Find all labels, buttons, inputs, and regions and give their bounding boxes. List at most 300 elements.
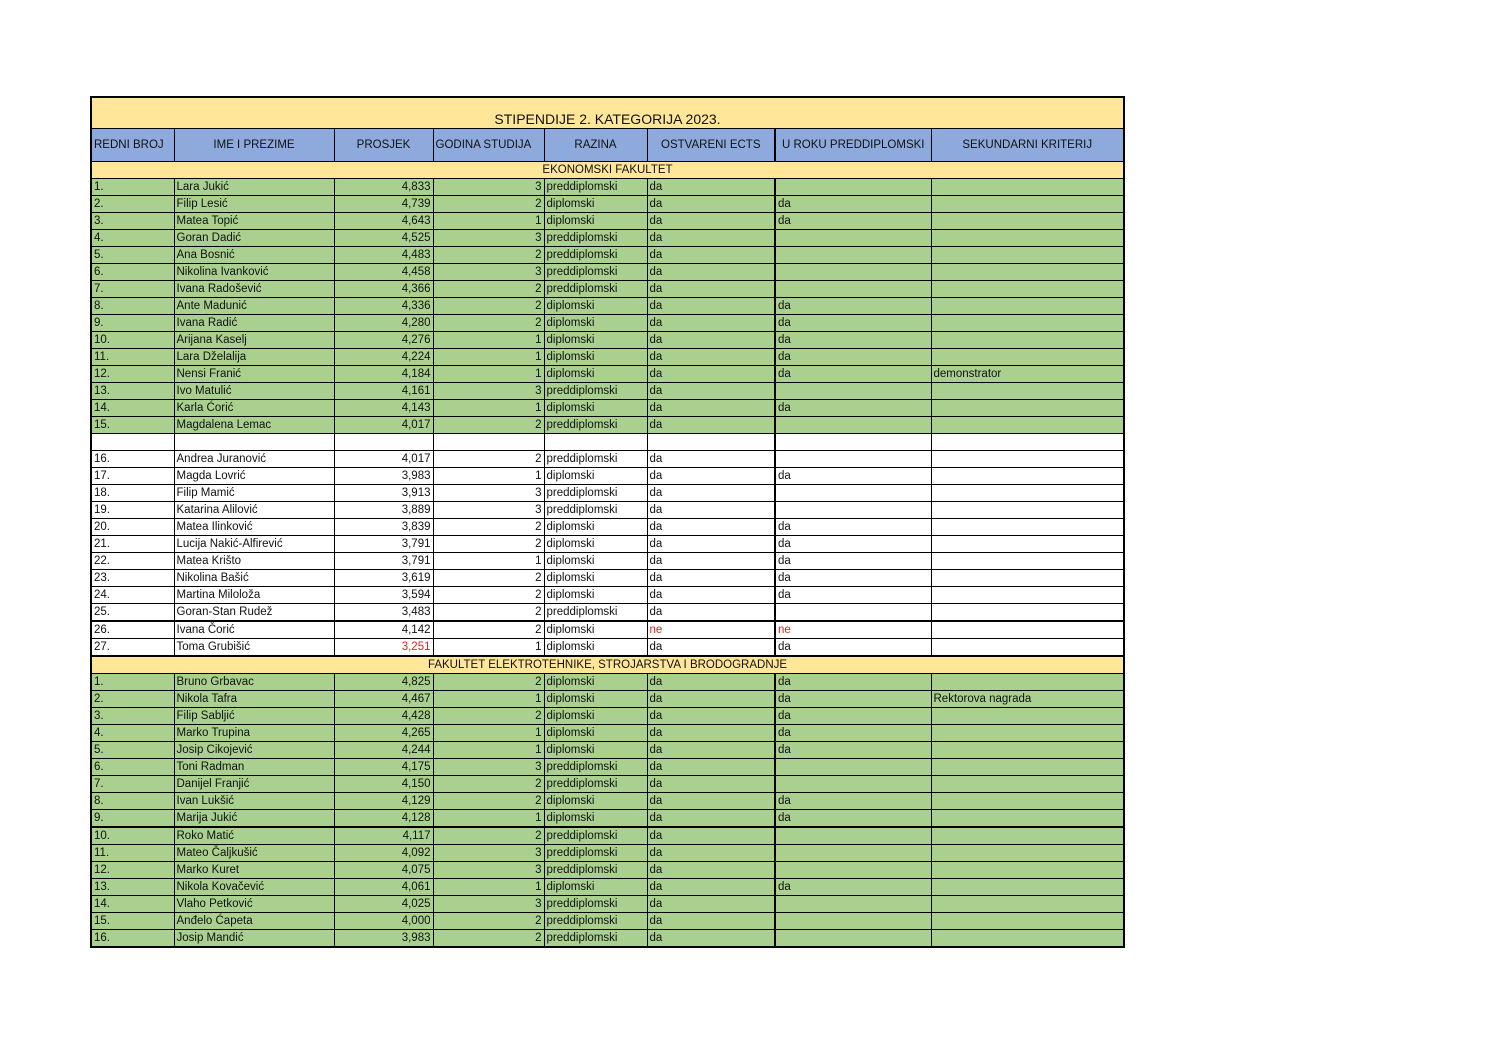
cell-razina[interactable]: diplomski bbox=[544, 587, 647, 604]
cell-prosjek[interactable]: 4,092 bbox=[334, 845, 433, 862]
empty-cell[interactable] bbox=[647, 434, 775, 451]
cell-ects[interactable]: da bbox=[647, 179, 775, 196]
cell-ects[interactable]: da bbox=[647, 366, 775, 383]
cell-redni-broj[interactable]: 7. bbox=[91, 281, 174, 298]
cell-sekundarni[interactable] bbox=[931, 879, 1124, 896]
cell-prosjek[interactable]: 4,336 bbox=[334, 298, 433, 315]
cell-redni-broj[interactable]: 24. bbox=[91, 587, 174, 604]
cell-godina[interactable]: 3 bbox=[433, 383, 544, 400]
cell-redni-broj[interactable]: 14. bbox=[91, 400, 174, 417]
col-header-ects[interactable]: OSTVARENI ECTS bbox=[647, 129, 775, 162]
cell-razina[interactable]: diplomski bbox=[544, 691, 647, 708]
cell-u-roku[interactable] bbox=[775, 281, 931, 298]
cell-redni-broj[interactable]: 6. bbox=[91, 759, 174, 776]
cell-prosjek[interactable]: 3,483 bbox=[334, 604, 433, 622]
cell-name[interactable]: Toni Radman bbox=[174, 759, 334, 776]
cell-u-roku[interactable] bbox=[775, 930, 931, 948]
cell-ects[interactable]: da bbox=[647, 674, 775, 691]
cell-u-roku[interactable] bbox=[775, 417, 931, 434]
cell-name[interactable]: Goran-Stan Rudež bbox=[174, 604, 334, 622]
cell-razina[interactable]: diplomski bbox=[544, 725, 647, 742]
cell-razina[interactable]: preddiplomski bbox=[544, 930, 647, 948]
cell-redni-broj[interactable]: 13. bbox=[91, 383, 174, 400]
cell-name[interactable]: Danijel Franjić bbox=[174, 776, 334, 793]
cell-sekundarni[interactable] bbox=[931, 332, 1124, 349]
cell-name[interactable]: Josip Mandić bbox=[174, 930, 334, 948]
cell-name[interactable]: Anđelo Ćapeta bbox=[174, 913, 334, 930]
cell-name[interactable]: Matea Krišto bbox=[174, 553, 334, 570]
cell-prosjek[interactable]: 4,244 bbox=[334, 742, 433, 759]
cell-ects[interactable]: da bbox=[647, 896, 775, 913]
cell-prosjek[interactable]: 4,143 bbox=[334, 400, 433, 417]
cell-u-roku[interactable]: ne bbox=[775, 621, 931, 639]
cell-razina[interactable]: diplomski bbox=[544, 468, 647, 485]
cell-sekundarni[interactable]: demonstrator bbox=[931, 366, 1124, 383]
cell-u-roku[interactable]: da bbox=[775, 468, 931, 485]
cell-razina[interactable]: preddiplomski bbox=[544, 179, 647, 196]
cell-prosjek[interactable]: 4,224 bbox=[334, 349, 433, 366]
cell-name[interactable]: Magdalena Lemac bbox=[174, 417, 334, 434]
cell-ects[interactable]: da bbox=[647, 862, 775, 879]
cell-name[interactable]: Ivana Čorić bbox=[174, 621, 334, 639]
cell-name[interactable]: Ivana Radić bbox=[174, 315, 334, 332]
cell-sekundarni[interactable] bbox=[931, 417, 1124, 434]
cell-ects[interactable]: da bbox=[647, 776, 775, 793]
cell-godina[interactable]: 1 bbox=[433, 468, 544, 485]
cell-u-roku[interactable]: da bbox=[775, 725, 931, 742]
cell-ects[interactable]: da bbox=[647, 349, 775, 366]
cell-ects[interactable]: da bbox=[647, 845, 775, 862]
cell-godina[interactable]: 1 bbox=[433, 332, 544, 349]
cell-godina[interactable]: 3 bbox=[433, 896, 544, 913]
cell-godina[interactable]: 2 bbox=[433, 298, 544, 315]
cell-u-roku[interactable]: da bbox=[775, 213, 931, 230]
cell-godina[interactable]: 1 bbox=[433, 213, 544, 230]
cell-ects[interactable]: da bbox=[647, 213, 775, 230]
cell-ects[interactable]: da bbox=[647, 315, 775, 332]
cell-ects[interactable]: da bbox=[647, 451, 775, 468]
cell-u-roku[interactable]: da bbox=[775, 674, 931, 691]
cell-u-roku[interactable] bbox=[775, 776, 931, 793]
cell-sekundarni[interactable] bbox=[931, 264, 1124, 281]
cell-name[interactable]: Ivan Lukšić bbox=[174, 793, 334, 810]
cell-ects[interactable]: da bbox=[647, 913, 775, 930]
cell-razina[interactable]: preddiplomski bbox=[544, 383, 647, 400]
cell-ects[interactable]: da bbox=[647, 725, 775, 742]
cell-redni-broj[interactable]: 18. bbox=[91, 485, 174, 502]
cell-razina[interactable]: preddiplomski bbox=[544, 230, 647, 247]
cell-prosjek[interactable]: 4,483 bbox=[334, 247, 433, 264]
cell-sekundarni[interactable] bbox=[931, 485, 1124, 502]
empty-cell[interactable] bbox=[433, 434, 544, 451]
cell-ects[interactable]: da bbox=[647, 264, 775, 281]
cell-u-roku[interactable] bbox=[775, 827, 931, 845]
cell-razina[interactable]: preddiplomski bbox=[544, 845, 647, 862]
cell-ects[interactable]: da bbox=[647, 383, 775, 400]
cell-prosjek[interactable]: 3,791 bbox=[334, 536, 433, 553]
cell-razina[interactable]: diplomski bbox=[544, 332, 647, 349]
cell-razina[interactable]: diplomski bbox=[544, 315, 647, 332]
cell-prosjek[interactable]: 3,983 bbox=[334, 468, 433, 485]
cell-redni-broj[interactable]: 22. bbox=[91, 553, 174, 570]
cell-razina[interactable]: diplomski bbox=[544, 213, 647, 230]
cell-sekundarni[interactable] bbox=[931, 519, 1124, 536]
cell-name[interactable]: Filip Mamić bbox=[174, 485, 334, 502]
cell-godina[interactable]: 1 bbox=[433, 725, 544, 742]
cell-prosjek[interactable]: 4,366 bbox=[334, 281, 433, 298]
cell-u-roku[interactable]: da bbox=[775, 691, 931, 708]
cell-godina[interactable]: 1 bbox=[433, 366, 544, 383]
cell-razina[interactable]: diplomski bbox=[544, 536, 647, 553]
cell-ects[interactable]: ne bbox=[647, 621, 775, 639]
cell-redni-broj[interactable]: 15. bbox=[91, 417, 174, 434]
cell-sekundarni[interactable] bbox=[931, 349, 1124, 366]
cell-name[interactable]: Andrea Juranović bbox=[174, 451, 334, 468]
cell-razina[interactable]: preddiplomski bbox=[544, 896, 647, 913]
cell-godina[interactable]: 2 bbox=[433, 621, 544, 639]
cell-prosjek[interactable]: 3,889 bbox=[334, 502, 433, 519]
cell-godina[interactable]: 1 bbox=[433, 639, 544, 657]
cell-ects[interactable]: da bbox=[647, 468, 775, 485]
cell-prosjek[interactable]: 4,017 bbox=[334, 417, 433, 434]
cell-prosjek[interactable]: 4,825 bbox=[334, 674, 433, 691]
cell-prosjek[interactable]: 4,739 bbox=[334, 196, 433, 213]
cell-razina[interactable]: diplomski bbox=[544, 400, 647, 417]
cell-ects[interactable]: da bbox=[647, 708, 775, 725]
col-header-razina[interactable]: RAZINA bbox=[544, 129, 647, 162]
cell-prosjek[interactable]: 3,791 bbox=[334, 553, 433, 570]
cell-razina[interactable]: preddiplomski bbox=[544, 247, 647, 264]
cell-razina[interactable]: preddiplomski bbox=[544, 759, 647, 776]
cell-sekundarni[interactable] bbox=[931, 587, 1124, 604]
cell-ects[interactable]: da bbox=[647, 230, 775, 247]
empty-cell[interactable] bbox=[544, 434, 647, 451]
cell-redni-broj[interactable]: 16. bbox=[91, 930, 174, 948]
cell-u-roku[interactable]: da bbox=[775, 315, 931, 332]
cell-prosjek[interactable]: 4,150 bbox=[334, 776, 433, 793]
cell-sekundarni[interactable] bbox=[931, 315, 1124, 332]
cell-sekundarni[interactable] bbox=[931, 845, 1124, 862]
cell-razina[interactable]: diplomski bbox=[544, 879, 647, 896]
cell-redni-broj[interactable]: 27. bbox=[91, 639, 174, 657]
cell-sekundarni[interactable] bbox=[931, 502, 1124, 519]
cell-u-roku[interactable] bbox=[775, 230, 931, 247]
cell-redni-broj[interactable]: 9. bbox=[91, 810, 174, 828]
cell-sekundarni[interactable] bbox=[931, 896, 1124, 913]
cell-prosjek[interactable]: 4,025 bbox=[334, 896, 433, 913]
cell-name[interactable]: Karla Ćorić bbox=[174, 400, 334, 417]
cell-prosjek[interactable]: 4,075 bbox=[334, 862, 433, 879]
cell-godina[interactable]: 2 bbox=[433, 281, 544, 298]
cell-ects[interactable]: da bbox=[647, 417, 775, 434]
cell-godina[interactable]: 3 bbox=[433, 862, 544, 879]
cell-ects[interactable]: da bbox=[647, 400, 775, 417]
cell-redni-broj[interactable]: 4. bbox=[91, 725, 174, 742]
cell-name[interactable]: Lucija Nakić-Alfirević bbox=[174, 536, 334, 553]
cell-razina[interactable]: preddiplomski bbox=[544, 604, 647, 622]
cell-redni-broj[interactable]: 19. bbox=[91, 502, 174, 519]
cell-godina[interactable]: 2 bbox=[433, 196, 544, 213]
cell-godina[interactable]: 2 bbox=[433, 604, 544, 622]
cell-sekundarni[interactable] bbox=[931, 674, 1124, 691]
cell-u-roku[interactable]: da bbox=[775, 708, 931, 725]
cell-redni-broj[interactable]: 11. bbox=[91, 349, 174, 366]
cell-prosjek[interactable]: 3,594 bbox=[334, 587, 433, 604]
cell-razina[interactable]: diplomski bbox=[544, 366, 647, 383]
cell-razina[interactable]: diplomski bbox=[544, 519, 647, 536]
cell-name[interactable]: Ivana Radošević bbox=[174, 281, 334, 298]
empty-cell[interactable] bbox=[775, 434, 931, 451]
cell-razina[interactable]: diplomski bbox=[544, 349, 647, 366]
col-header-redni-broj[interactable]: REDNI BROJ bbox=[91, 129, 174, 162]
cell-u-roku[interactable]: da bbox=[775, 536, 931, 553]
cell-prosjek[interactable]: 4,142 bbox=[334, 621, 433, 639]
col-header-prosjek[interactable]: PROSJEK bbox=[334, 129, 433, 162]
cell-prosjek[interactable]: 3,913 bbox=[334, 485, 433, 502]
cell-redni-broj[interactable]: 10. bbox=[91, 827, 174, 845]
cell-sekundarni[interactable] bbox=[931, 776, 1124, 793]
cell-name[interactable]: Marko Kuret bbox=[174, 862, 334, 879]
cell-razina[interactable]: diplomski bbox=[544, 793, 647, 810]
cell-redni-broj[interactable]: 7. bbox=[91, 776, 174, 793]
cell-u-roku[interactable] bbox=[775, 485, 931, 502]
cell-razina[interactable]: preddiplomski bbox=[544, 451, 647, 468]
cell-sekundarni[interactable] bbox=[931, 247, 1124, 264]
cell-prosjek[interactable]: 4,525 bbox=[334, 230, 433, 247]
cell-sekundarni[interactable] bbox=[931, 793, 1124, 810]
cell-u-roku[interactable] bbox=[775, 862, 931, 879]
cell-ects[interactable]: da bbox=[647, 793, 775, 810]
cell-razina[interactable]: preddiplomski bbox=[544, 264, 647, 281]
cell-godina[interactable]: 2 bbox=[433, 247, 544, 264]
cell-godina[interactable]: 2 bbox=[433, 793, 544, 810]
cell-sekundarni[interactable] bbox=[931, 759, 1124, 776]
cell-name[interactable]: Marija Jukić bbox=[174, 810, 334, 828]
cell-razina[interactable]: diplomski bbox=[544, 639, 647, 657]
cell-redni-broj[interactable]: 4. bbox=[91, 230, 174, 247]
cell-razina[interactable]: diplomski bbox=[544, 742, 647, 759]
cell-name[interactable]: Martina Miloloža bbox=[174, 587, 334, 604]
cell-sekundarni[interactable] bbox=[931, 468, 1124, 485]
cell-redni-broj[interactable]: 13. bbox=[91, 879, 174, 896]
cell-sekundarni[interactable] bbox=[931, 179, 1124, 196]
cell-ects[interactable]: da bbox=[647, 519, 775, 536]
cell-redni-broj[interactable]: 11. bbox=[91, 845, 174, 862]
cell-redni-broj[interactable]: 23. bbox=[91, 570, 174, 587]
cell-godina[interactable]: 2 bbox=[433, 315, 544, 332]
cell-ects[interactable]: da bbox=[647, 639, 775, 657]
cell-prosjek[interactable]: 3,983 bbox=[334, 930, 433, 948]
cell-ects[interactable]: da bbox=[647, 827, 775, 845]
cell-prosjek[interactable]: 4,643 bbox=[334, 213, 433, 230]
cell-prosjek[interactable]: 4,175 bbox=[334, 759, 433, 776]
col-header-sekundarni[interactable]: SEKUNDARNI KRITERIJ bbox=[931, 129, 1124, 162]
cell-razina[interactable]: diplomski bbox=[544, 621, 647, 639]
cell-name[interactable]: Matea Ilinković bbox=[174, 519, 334, 536]
cell-redni-broj[interactable]: 5. bbox=[91, 742, 174, 759]
cell-u-roku[interactable] bbox=[775, 264, 931, 281]
cell-u-roku[interactable]: da bbox=[775, 639, 931, 657]
cell-sekundarni[interactable] bbox=[931, 913, 1124, 930]
cell-godina[interactable]: 1 bbox=[433, 691, 544, 708]
cell-u-roku[interactable] bbox=[775, 896, 931, 913]
cell-name[interactable]: Toma Grubišić bbox=[174, 639, 334, 657]
cell-name[interactable]: Mateo Čaljkušić bbox=[174, 845, 334, 862]
cell-sekundarni[interactable] bbox=[931, 230, 1124, 247]
cell-sekundarni[interactable] bbox=[931, 862, 1124, 879]
cell-ects[interactable]: da bbox=[647, 691, 775, 708]
cell-name[interactable]: Nikola Kovačević bbox=[174, 879, 334, 896]
cell-redni-broj[interactable]: 6. bbox=[91, 264, 174, 281]
cell-prosjek[interactable]: 3,619 bbox=[334, 570, 433, 587]
cell-ects[interactable]: da bbox=[647, 604, 775, 622]
cell-ects[interactable]: da bbox=[647, 536, 775, 553]
cell-prosjek[interactable]: 4,017 bbox=[334, 451, 433, 468]
cell-godina[interactable]: 2 bbox=[433, 587, 544, 604]
cell-prosjek[interactable]: 4,276 bbox=[334, 332, 433, 349]
cell-godina[interactable]: 2 bbox=[433, 570, 544, 587]
cell-godina[interactable]: 2 bbox=[433, 536, 544, 553]
cell-ects[interactable]: da bbox=[647, 810, 775, 828]
cell-u-roku[interactable] bbox=[775, 913, 931, 930]
cell-u-roku[interactable]: da bbox=[775, 366, 931, 383]
cell-u-roku[interactable]: da bbox=[775, 196, 931, 213]
cell-name[interactable]: Goran Dadić bbox=[174, 230, 334, 247]
cell-ects[interactable]: da bbox=[647, 502, 775, 519]
cell-godina[interactable]: 3 bbox=[433, 230, 544, 247]
cell-redni-broj[interactable]: 16. bbox=[91, 451, 174, 468]
cell-godina[interactable]: 1 bbox=[433, 400, 544, 417]
cell-ects[interactable]: da bbox=[647, 879, 775, 896]
cell-godina[interactable]: 3 bbox=[433, 502, 544, 519]
cell-sekundarni[interactable] bbox=[931, 725, 1124, 742]
cell-prosjek[interactable]: 4,128 bbox=[334, 810, 433, 828]
cell-u-roku[interactable]: da bbox=[775, 519, 931, 536]
cell-sekundarni[interactable] bbox=[931, 827, 1124, 845]
cell-sekundarni[interactable] bbox=[931, 621, 1124, 639]
cell-redni-broj[interactable]: 8. bbox=[91, 298, 174, 315]
cell-prosjek[interactable]: 4,265 bbox=[334, 725, 433, 742]
cell-u-roku[interactable]: da bbox=[775, 400, 931, 417]
cell-godina[interactable]: 2 bbox=[433, 930, 544, 948]
cell-u-roku[interactable] bbox=[775, 502, 931, 519]
cell-u-roku[interactable]: da bbox=[775, 553, 931, 570]
cell-razina[interactable]: diplomski bbox=[544, 674, 647, 691]
cell-sekundarni[interactable] bbox=[931, 213, 1124, 230]
cell-prosjek[interactable]: 4,117 bbox=[334, 827, 433, 845]
cell-redni-broj[interactable]: 1. bbox=[91, 179, 174, 196]
cell-redni-broj[interactable]: 1. bbox=[91, 674, 174, 691]
cell-redni-broj[interactable]: 10. bbox=[91, 332, 174, 349]
cell-name[interactable]: Ana Bosnić bbox=[174, 247, 334, 264]
cell-sekundarni[interactable] bbox=[931, 604, 1124, 622]
cell-name[interactable]: Nikolina Ivanković bbox=[174, 264, 334, 281]
cell-sekundarni[interactable] bbox=[931, 400, 1124, 417]
cell-godina[interactable]: 2 bbox=[433, 708, 544, 725]
cell-u-roku[interactable] bbox=[775, 759, 931, 776]
cell-name[interactable]: Filip Lesić bbox=[174, 196, 334, 213]
empty-cell[interactable] bbox=[91, 434, 174, 451]
cell-godina[interactable]: 3 bbox=[433, 485, 544, 502]
cell-ects[interactable]: da bbox=[647, 742, 775, 759]
cell-redni-broj[interactable]: 2. bbox=[91, 196, 174, 213]
cell-godina[interactable]: 1 bbox=[433, 810, 544, 828]
cell-razina[interactable]: preddiplomski bbox=[544, 862, 647, 879]
cell-razina[interactable]: diplomski bbox=[544, 810, 647, 828]
cell-godina[interactable]: 2 bbox=[433, 776, 544, 793]
cell-sekundarni[interactable] bbox=[931, 451, 1124, 468]
cell-godina[interactable]: 1 bbox=[433, 553, 544, 570]
cell-ects[interactable]: da bbox=[647, 759, 775, 776]
empty-cell[interactable] bbox=[931, 434, 1124, 451]
cell-prosjek[interactable]: 4,129 bbox=[334, 793, 433, 810]
col-header-ime-prezime[interactable]: IME I PREZIME bbox=[174, 129, 334, 162]
cell-name[interactable]: Bruno Grbavac bbox=[174, 674, 334, 691]
cell-sekundarni[interactable] bbox=[931, 930, 1124, 948]
cell-sekundarni[interactable] bbox=[931, 810, 1124, 828]
cell-u-roku[interactable] bbox=[775, 179, 931, 196]
cell-prosjek[interactable]: 3,839 bbox=[334, 519, 433, 536]
cell-sekundarni[interactable] bbox=[931, 553, 1124, 570]
cell-razina[interactable]: preddiplomski bbox=[544, 417, 647, 434]
cell-razina[interactable]: preddiplomski bbox=[544, 776, 647, 793]
cell-name[interactable]: Roko Matić bbox=[174, 827, 334, 845]
cell-razina[interactable]: diplomski bbox=[544, 196, 647, 213]
col-header-u-roku[interactable]: U ROKU PREDDIPLOMSKI bbox=[775, 129, 931, 162]
cell-razina[interactable]: diplomski bbox=[544, 708, 647, 725]
cell-redni-broj[interactable]: 5. bbox=[91, 247, 174, 264]
cell-godina[interactable]: 1 bbox=[433, 349, 544, 366]
cell-name[interactable]: Nikolina Bašić bbox=[174, 570, 334, 587]
cell-godina[interactable]: 1 bbox=[433, 879, 544, 896]
cell-u-roku[interactable]: da bbox=[775, 810, 931, 828]
cell-redni-broj[interactable]: 20. bbox=[91, 519, 174, 536]
cell-razina[interactable]: preddiplomski bbox=[544, 502, 647, 519]
cell-prosjek[interactable]: 3,251 bbox=[334, 639, 433, 657]
col-header-godina[interactable]: GODINA STUDIJA bbox=[433, 129, 544, 162]
cell-razina[interactable]: diplomski bbox=[544, 570, 647, 587]
cell-ects[interactable]: da bbox=[647, 332, 775, 349]
cell-redni-broj[interactable]: 26. bbox=[91, 621, 174, 639]
cell-redni-broj[interactable]: 25. bbox=[91, 604, 174, 622]
empty-cell[interactable] bbox=[174, 434, 334, 451]
cell-redni-broj[interactable]: 3. bbox=[91, 213, 174, 230]
cell-prosjek[interactable]: 4,161 bbox=[334, 383, 433, 400]
cell-u-roku[interactable]: da bbox=[775, 742, 931, 759]
cell-godina[interactable]: 2 bbox=[433, 674, 544, 691]
cell-prosjek[interactable]: 4,467 bbox=[334, 691, 433, 708]
cell-u-roku[interactable]: da bbox=[775, 570, 931, 587]
cell-u-roku[interactable] bbox=[775, 604, 931, 622]
cell-name[interactable]: Ivo Matulić bbox=[174, 383, 334, 400]
cell-ects[interactable]: da bbox=[647, 587, 775, 604]
cell-redni-broj[interactable]: 12. bbox=[91, 366, 174, 383]
cell-godina[interactable]: 3 bbox=[433, 264, 544, 281]
cell-redni-broj[interactable]: 17. bbox=[91, 468, 174, 485]
cell-ects[interactable]: da bbox=[647, 570, 775, 587]
cell-ects[interactable]: da bbox=[647, 247, 775, 264]
cell-name[interactable]: Nikola Tafra bbox=[174, 691, 334, 708]
cell-sekundarni[interactable] bbox=[931, 383, 1124, 400]
cell-godina[interactable]: 3 bbox=[433, 179, 544, 196]
cell-prosjek[interactable]: 4,184 bbox=[334, 366, 433, 383]
cell-u-roku[interactable]: da bbox=[775, 349, 931, 366]
cell-name[interactable]: Ante Madunić bbox=[174, 298, 334, 315]
cell-redni-broj[interactable]: 9. bbox=[91, 315, 174, 332]
cell-u-roku[interactable] bbox=[775, 383, 931, 400]
cell-name[interactable]: Magda Lovrić bbox=[174, 468, 334, 485]
cell-razina[interactable]: preddiplomski bbox=[544, 485, 647, 502]
